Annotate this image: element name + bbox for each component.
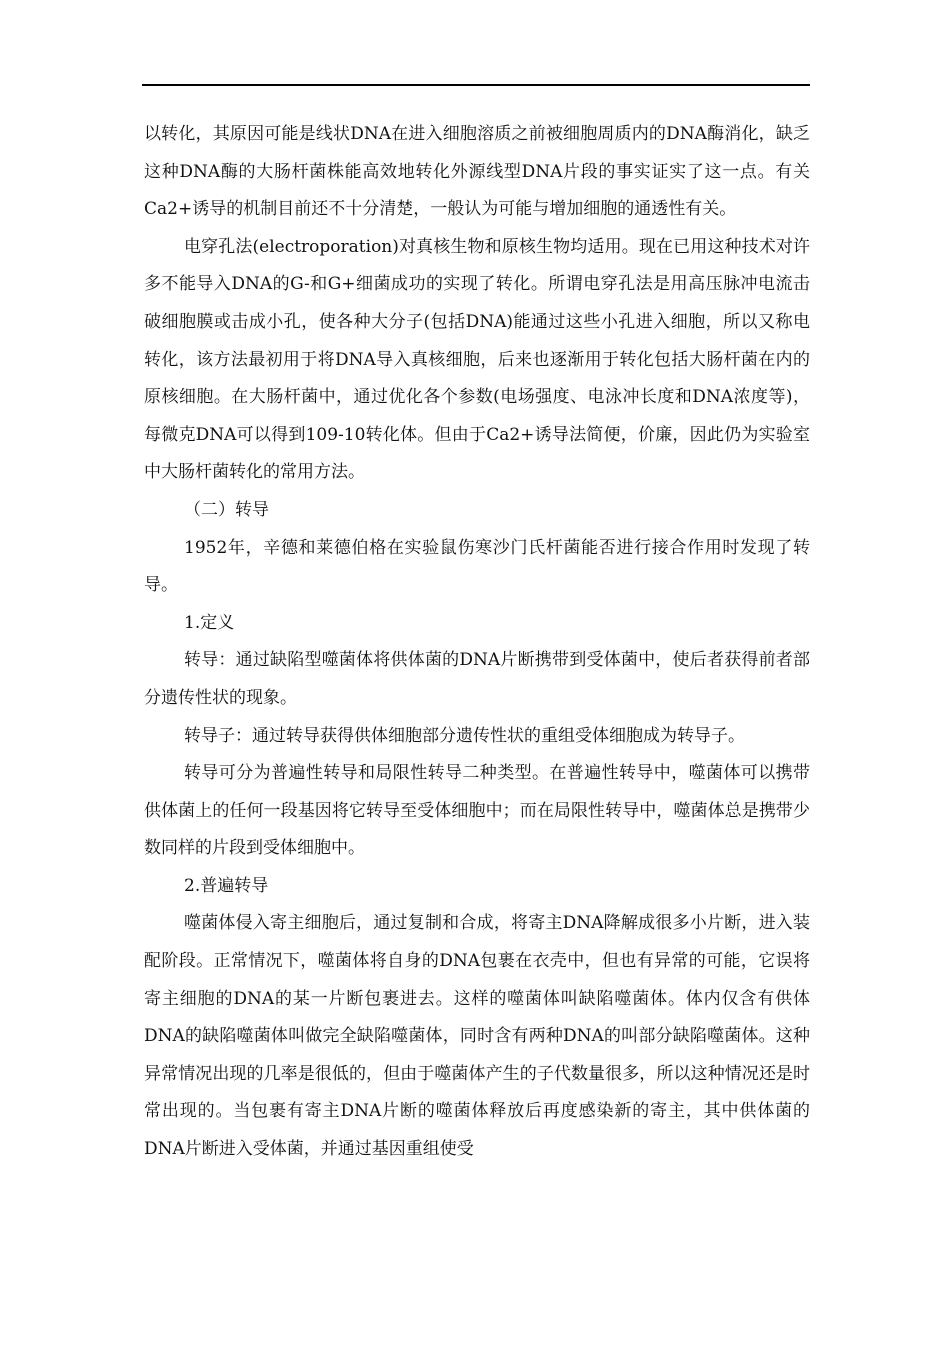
paragraph-transduction-definition: 转导：通过缺陷型噬菌体将供体菌的DNA片断携带到受体菌中，使后者获得前者部分遗传性状的现象。	[144, 650, 810, 708]
paragraph-electroporation: 电穿孔法(electroporation)对真核生物和原核生物均适用。现在已用这种技术对许多不能导入DNA的G-和G+细菌成功的实现了转化。所谓电穿孔法是用高压脉冲电流击破细胞膜或击成小孔，使各种大分子(包括DNA)能通过这些小孔进入细胞，所以又称电转化，该方法最初用于将DNA导入真核细胞，后来也逐渐用于转化包括大肠杆菌在内的原核细胞。在大肠杆菌中，通过优化各个参数(电场强度、电泳冲长度和DNA浓度等)，每微克DNA可以得到109-10转化体。但由于Ca2+诱导法简便，价廉，因此仍为实验室中大肠杆菌转化的常用方法。	[144, 236, 810, 483]
document-body	[144, 116, 810, 1169]
header-rule	[142, 84, 810, 86]
paragraph-transformation-continued: 以转化，其原因可能是线状DNA在进入细胞溶质之前被细胞周质内的DNA酶消化，缺乏这种DNA酶的大肠杆菌株能高效地转化外源线型DNA片段的事实证实了这一点。有关Ca2+诱导的机制目前还不十分清楚，一般认为可能与增加细胞的通透性有关。	[144, 124, 810, 220]
paragraph-transduction-types: 转导可分为普遍性转导和局限性转导二种类型。在普遍性转导中，噬菌体可以携带供体菌上的任何一段基因将它转导至受体细胞中；而在局限性转导中，噬菌体总是携带少数同样的片段到受体细胞中。	[144, 763, 810, 859]
subheading-generalized-transduction: 2.普遍转导	[184, 875, 269, 896]
paragraph-transductant-definition: 转导子：通过转导获得供体细胞部分遗传性状的重组受体细胞成为转导子。	[184, 725, 745, 746]
paragraph-discovery: 1952年，辛德和莱德伯格在实验鼠伤寒沙门氏杆菌能否进行接合作用时发现了转导。	[144, 537, 810, 596]
paragraph-generalized-transduction: 噬菌体侵入寄主细胞后，通过复制和合成，将寄主DNA降解成很多小片断，进入装配阶段。正常情况下，噬菌体将自身的DNA包裹在衣壳中，但也有异常的可能，它误将寄主细胞的DNA的某一片断包裹进去。这样的噬菌体叫缺陷噬菌体。体内仅含有供体DNA的缺陷噬菌体叫做完全缺陷噬菌体，同时含有两种DNA的叫部分缺陷噬菌体。这种异常情况出现的几率是很低的，但由于噬菌体产生的子代数量很多，所以这种情况还是时常出现的。当包裹有寄主DNA片断的噬菌体释放后再度感染新的寄主，其中供体菌的DNA片断进入受体菌，并通过基因重组使受	[144, 913, 810, 1160]
subheading-definition: 1.定义	[184, 612, 235, 633]
section-heading-transduction: （二）转导	[184, 499, 269, 520]
